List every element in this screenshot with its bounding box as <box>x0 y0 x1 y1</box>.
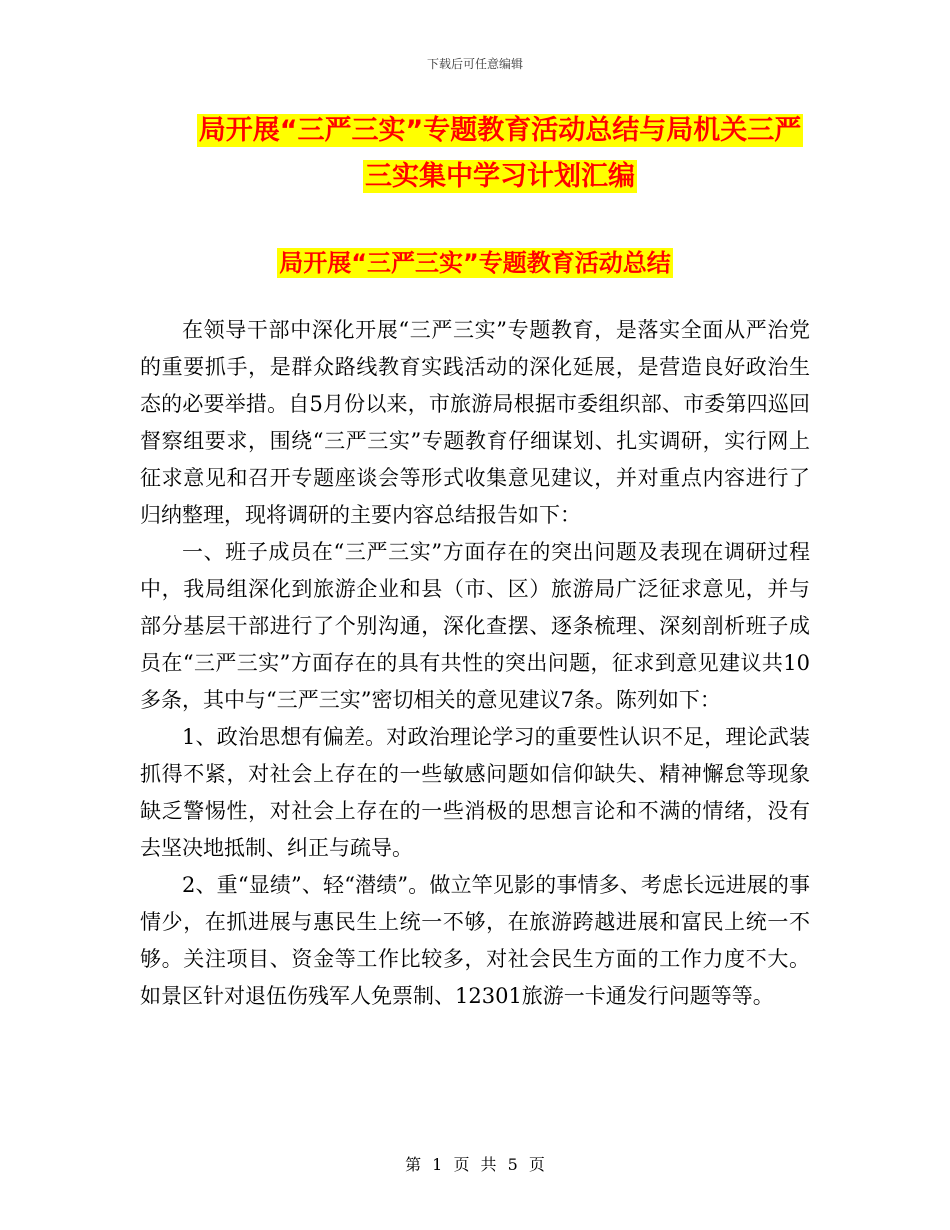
section-title-highlight: 局开展“三严三实”专题教育活动总结 <box>279 249 671 277</box>
page-footer: 第 1 页 共 5 页 <box>405 1155 545 1174</box>
document-title <box>150 108 850 200</box>
header-note: 下载后可任意编辑 <box>426 57 523 71</box>
paragraph-item-2: 2、重“显绩”、轻“潜绩”。做立竿见影的事情多、考虑长远进展的事情少，在抓进展与惠民生上统一不够，在旅游跨越进展和富民上统一不够。关注项目、资金等工作比较多，对社会民生方面的工作力度不大。如景区针对退伍伤残军人免票制、12301旅游一卡通发行问题等等。 <box>140 873 810 1008</box>
paragraph-intro: 在领导干部中深化开展“三严三实”专题教育，是落实全面从严治党的重要抓手，是群众路线教育实践活动的深化延展，是营造良好政治生态的必要举措。自5月份以来，市旅游局根据市委组织部、市委第四巡回督察组要求，围绕“三严三实”专题教育仔细谋划、扎实调研，实行网上征求意见和召开专题座谈会等形式收集意见建议，并对重点内容进行了归纳整理，现将调研的主要内容总结报告如下： <box>140 318 810 527</box>
body-text <box>140 312 810 1015</box>
paragraph-section-one: 一、班子成员在“三严三实”方面存在的突出问题及表现在调研过程中，我局组深化到旅游企业和县（市、区）旅游局广泛征求意见，并与部分基层干部进行了个别沟通，深化查摆、逐条梳理、深刻剖析班子成员在“三严三实”方面存在的具有共性的突出问题，征求到意见建议共10多条，其中与“三严三实”密切相关的意见建议7条。陈列如下： <box>140 540 810 712</box>
paragraph-item-1: 1、政治思想有偏差。对政治理论学习的重要性认识不足，理论武装抓得不紧，对社会上存在的一些敏感问题如信仰缺失、精神懈怠等现象缺乏警惕性，对社会上存在的一些消极的思想言论和不满的情绪，没有去坚决地抵制、纠正与疏导。 <box>140 725 810 860</box>
title-highlight-2: 三实集中学习计划汇编 <box>365 161 635 192</box>
document-title-line-2 <box>150 154 850 200</box>
document-title-line-1 <box>150 108 850 154</box>
title-highlight-1: 局开展“三严三实”专题教育活动总结与局机关三严 <box>198 115 802 146</box>
section-title <box>0 245 950 281</box>
